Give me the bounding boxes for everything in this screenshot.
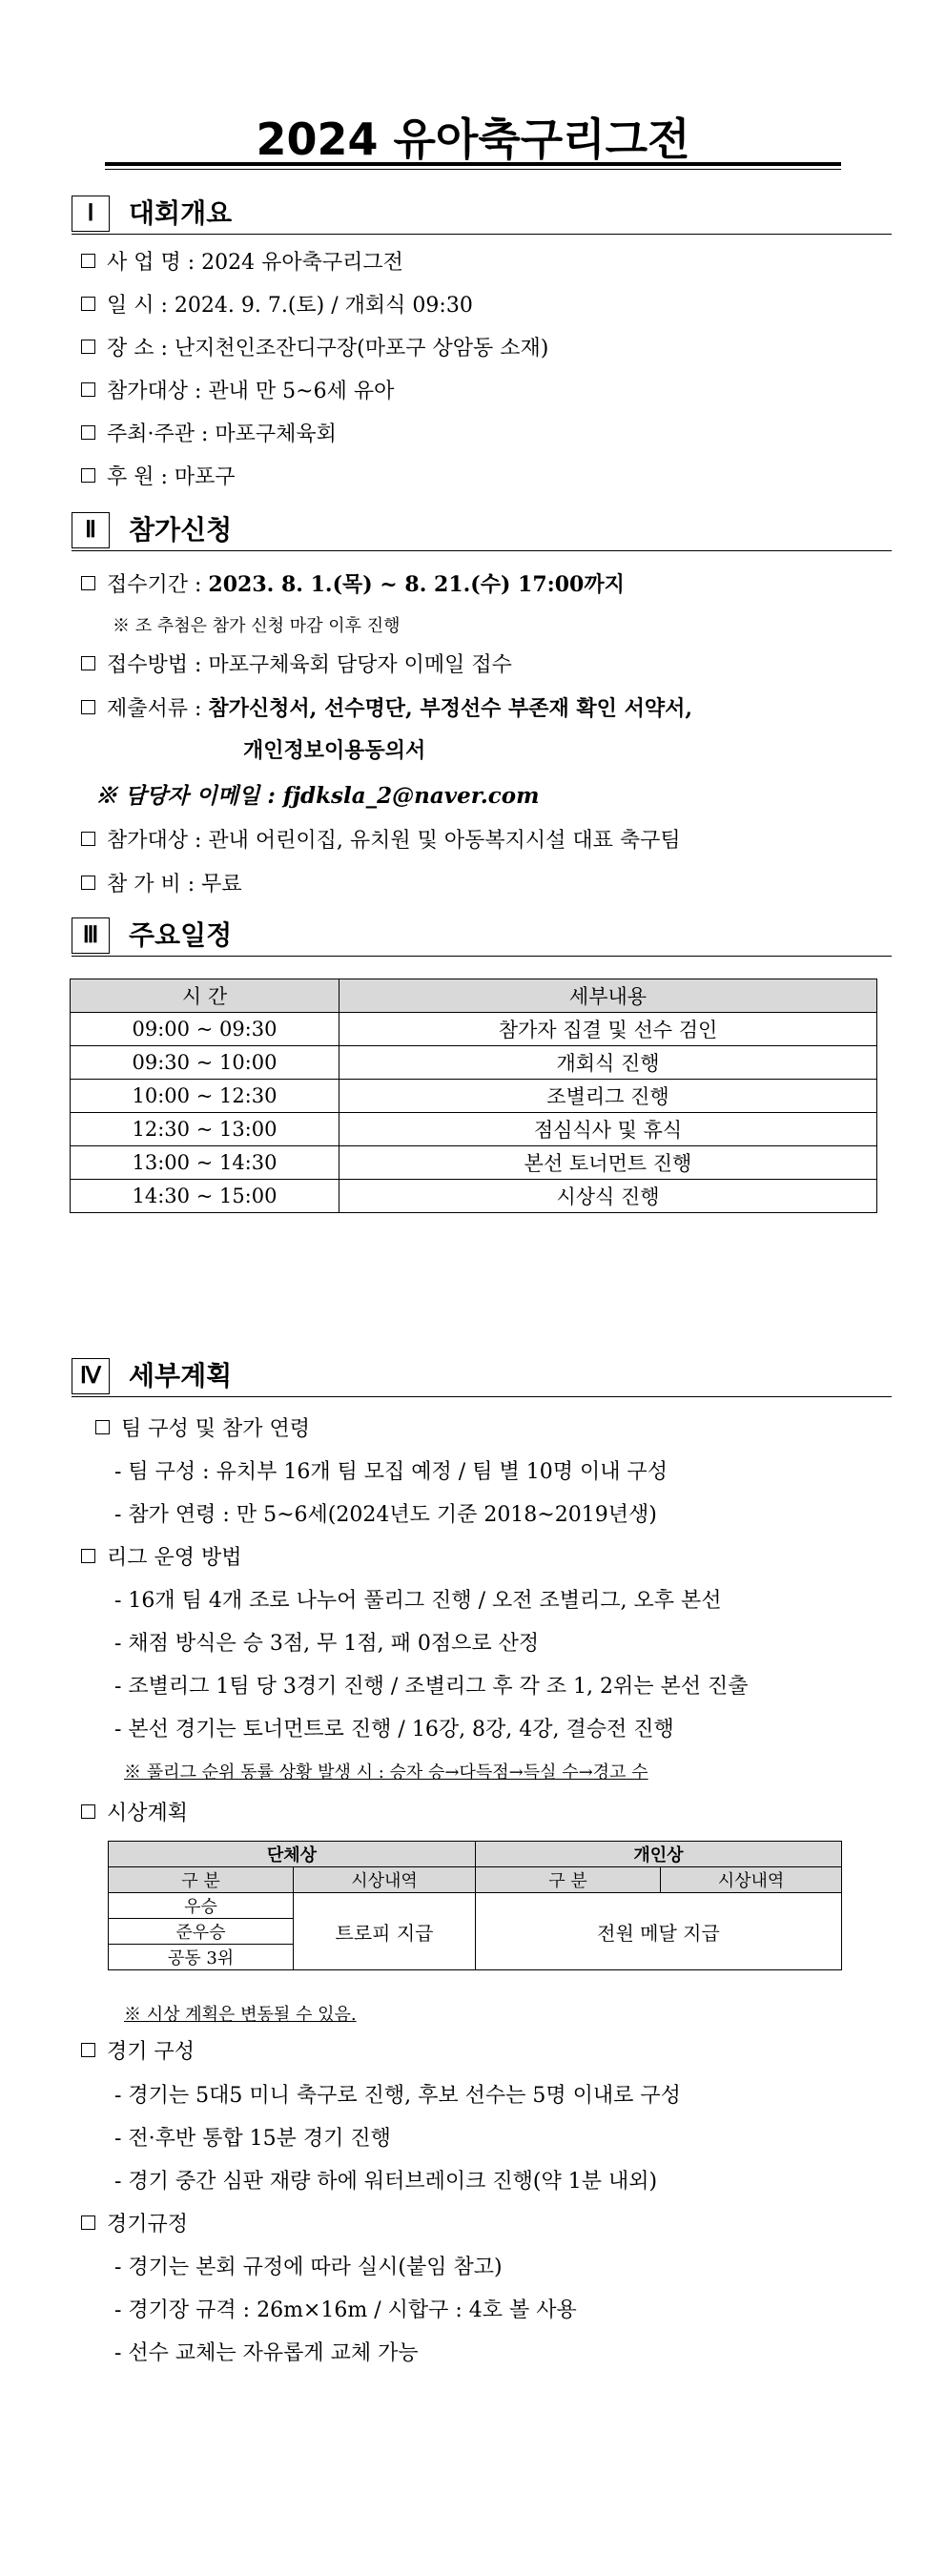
table-row: 09:30 ~ 10:00 개회식 진행 [71, 1046, 877, 1080]
section-rule [72, 956, 892, 957]
overview-item: 참가대상 : 관내 만 5~6세 유아 [81, 375, 394, 404]
list-item: - 16개 팀 4개 조로 나누어 풀리그 진행 / 오전 조별리그, 오후 본선 [114, 1589, 722, 1613]
table-header-row [71, 979, 877, 1013]
checkbox-icon [95, 1420, 110, 1434]
required-documents-cont: 개인정보이용동의서 [243, 738, 426, 763]
application-method: 접수방법 : 마포구체육회 담당자 이메일 접수 [81, 649, 512, 678]
checkbox-icon [81, 425, 95, 440]
team-heading: 팀 구성 및 참가 연령 [95, 1412, 310, 1442]
period-note: ※ 조 추첨은 참가 신청 마감 이후 진행 [113, 616, 401, 636]
game-heading: 경기 구성 [81, 2035, 195, 2065]
required-documents: 제출서류 : 참가신청서, 선수명단, 부정선수 부존재 확인 서약서, [81, 692, 692, 722]
section-2-header [72, 512, 892, 548]
section-title: 세부계획 [129, 1360, 233, 1391]
section-4-header [72, 1358, 892, 1394]
section-rule [72, 1396, 892, 1397]
section-title: 주요일정 [129, 919, 233, 951]
title-underline [105, 162, 841, 170]
checkbox-icon [81, 382, 95, 397]
table-row: 공동 3위 [109, 1945, 842, 1970]
award-table [108, 1841, 842, 1970]
section-number: Ⅲ [72, 917, 110, 954]
league-note: ※ 풀리그 순위 동률 상황 발생 시 : 승자 승→다득점→득실 수→경고 수 [124, 1762, 648, 1783]
table-row: 우승 트로피 지급 전원 메달 지급 [109, 1893, 842, 1919]
list-item: - 참가 연령 : 만 5~6세(2024년도 기준 2018~2019년생) [114, 1503, 657, 1527]
checkbox-icon [81, 700, 95, 714]
checkbox-icon [81, 254, 95, 268]
league-heading: 리그 운영 방법 [81, 1541, 242, 1571]
section-rule [72, 550, 892, 551]
checkbox-icon [81, 468, 95, 483]
section-title: 대회개요 [129, 197, 233, 229]
application-target: 참가대상 : 관내 어린이집, 유치원 및 아동복지시설 대표 축구팀 [81, 824, 681, 854]
schedule-table [70, 979, 877, 1213]
table-subheader-row: 구 분 시상내역 구 분 시상내역 [109, 1867, 842, 1893]
table-row: 10:00 ~ 12:30 조별리그 진행 [71, 1080, 877, 1113]
table-row: 13:00 ~ 14:30 본선 토너먼트 진행 [71, 1146, 877, 1180]
header-time: 시 간 [71, 979, 339, 1013]
section-rule [72, 234, 892, 235]
overview-item: 후 원 : 마포구 [81, 461, 236, 490]
contact-email: ※ 담당자 이메일 : fjdksla_2@naver.com [95, 783, 540, 809]
checkbox-icon [81, 656, 95, 670]
list-item: - 조별리그 1팀 당 3경기 진행 / 조별리그 후 각 조 1, 2위는 본선 진출 [114, 1675, 749, 1699]
section-number: Ⅱ [72, 512, 110, 548]
list-item: - 채점 방식은 승 3점, 무 1점, 패 0점으로 산정 [114, 1632, 540, 1656]
checkbox-icon [81, 1549, 95, 1563]
list-item: - 경기는 5대5 미니 축구로 진행, 후보 선수는 5명 이내로 구성 [114, 2084, 681, 2108]
checkbox-icon [81, 832, 95, 846]
overview-item: 주최·주관 : 마포구체육회 [81, 418, 337, 447]
table-row: 09:00 ~ 09:30 참가자 집결 및 선수 검인 [71, 1013, 877, 1046]
overview-item: 일 시 : 2024. 9. 7.(토) / 개회식 09:30 [81, 289, 473, 319]
section-1-header [72, 196, 892, 232]
section-number: Ⅰ [72, 196, 110, 232]
rules-heading: 경기규정 [81, 2208, 188, 2237]
list-item: - 본선 경기는 토너먼트로 진행 / 16강, 8강, 4강, 결승전 진행 [114, 1718, 674, 1741]
table-header-row [109, 1842, 842, 1867]
table-row: 14:30 ~ 15:00 시상식 진행 [71, 1180, 877, 1213]
table-row: 12:30 ~ 13:00 점심식사 및 휴식 [71, 1113, 877, 1146]
checkbox-icon [81, 297, 95, 311]
checkbox-icon [81, 876, 95, 890]
list-item: - 경기장 규격 : 26m×16m / 시합구 : 4호 볼 사용 [114, 2298, 577, 2322]
checkbox-icon [81, 340, 95, 354]
overview-item: 장 소 : 난지천인조잔디구장(마포구 상암동 소재) [81, 332, 548, 361]
list-item: - 팀 구성 : 유치부 16개 팀 모집 예정 / 팀 별 10명 이내 구성 [114, 1460, 668, 1484]
checkbox-icon [81, 576, 95, 590]
list-item: - 경기는 본회 규정에 따라 실시(붙임 참고) [114, 2256, 503, 2279]
award-note: ※ 시상 계획은 변동될 수 있음. [124, 2005, 357, 2025]
application-period: 접수기간 : 2023. 8. 1.(목) ~ 8. 21.(수) 17:00까지 [81, 568, 625, 598]
list-item: - 전·후반 통합 15분 경기 진행 [114, 2127, 391, 2151]
header-details: 세부내용 [339, 979, 877, 1013]
list-item: - 경기 중간 심판 재량 하에 워터브레이크 진행(약 1분 내외) [114, 2170, 658, 2194]
list-item: - 선수 교체는 자유롭게 교체 가능 [114, 2341, 419, 2365]
entry-fee: 참 가 비 : 무료 [81, 868, 242, 897]
individual-prize: 전원 메달 지급 [476, 1893, 842, 1970]
checkbox-icon [81, 2043, 95, 2057]
table-row: 준우승 [109, 1919, 842, 1945]
section-number: Ⅳ [72, 1358, 110, 1394]
checkbox-icon [81, 2215, 95, 2230]
section-3-header [72, 917, 892, 954]
document-title: 2024 유아축구리그전 [256, 113, 690, 165]
overview-item: 사 업 명 : 2024 유아축구리그전 [81, 246, 403, 276]
section-title: 참가신청 [129, 514, 233, 546]
group-prize: 트로피 지급 [294, 1893, 476, 1970]
individual-award-header: 개인상 [476, 1842, 842, 1867]
checkbox-icon [81, 1804, 95, 1819]
group-award-header: 단체상 [109, 1842, 476, 1867]
award-heading: 시상계획 [81, 1797, 188, 1826]
